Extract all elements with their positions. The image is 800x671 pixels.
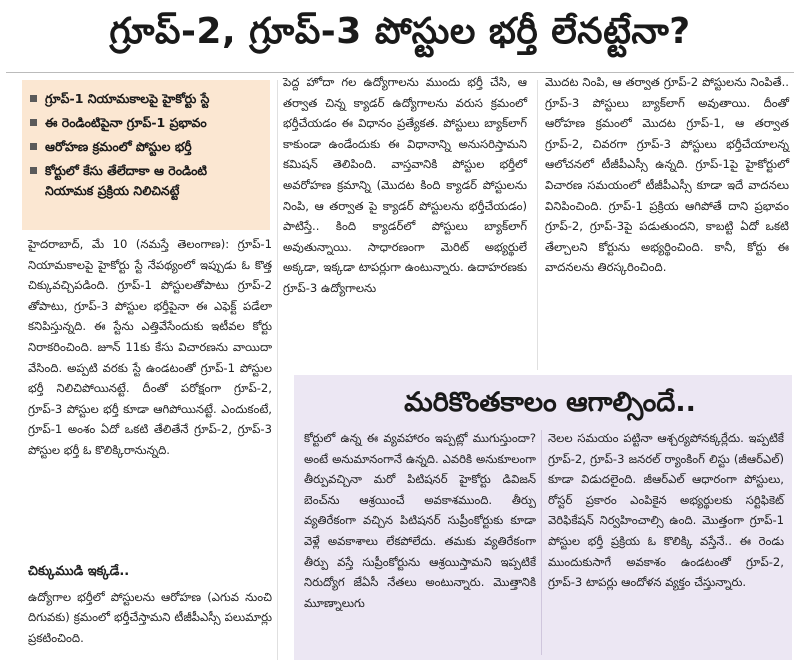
article-column-3 bbox=[545, 72, 789, 278]
boxed-column-2 bbox=[548, 428, 784, 593]
highlight-item: ఈ రెండింటిపైనా గ్రూప్-1 ప్రభావం bbox=[28, 114, 264, 132]
column-divider bbox=[277, 80, 278, 660]
paragraph: ఉద్యోగాల భర్తీలో పోస్టులను ఆరోహణ (ఎగువ నుంచి దిగువకు) క్రమంలో భర్తీచేస్తామని టీజీపీఎస్సీ పలుమార్లు ప్రకటించింది. bbox=[28, 589, 272, 645]
highlight-item: గ్రూప్-1 నియామకాలపై హైకోర్టు స్టే bbox=[28, 90, 264, 108]
highlight-item: ఆరోహణ క్రమంలో పోస్టుల భర్తీ bbox=[28, 138, 264, 156]
highlights-box bbox=[22, 80, 270, 230]
article-column-1-bottom bbox=[28, 556, 272, 648]
headline: గ్రూప్-2, గ్రూప్-3 పోస్టుల భర్తీ లేనట్టేనా? bbox=[109, 11, 691, 52]
subheading: చిక్కుముడి ఇక్కడే.. bbox=[28, 564, 130, 579]
boxed-column-1 bbox=[304, 428, 536, 613]
bullet-icon bbox=[30, 95, 37, 102]
article-column-2 bbox=[283, 72, 527, 299]
bullet-icon bbox=[30, 143, 37, 150]
paragraph: పెద్ద హోదా గల ఉద్యోగాలను ముందు భర్తీ చేసి, ఆ తర్వాత చిన్న క్యాడర్ ఉద్యోగాలను వరుస క్రమంలో భర్తీచేయడం ఈ విధానం ప్రత్యేకత. పోస్టులు బ్యాక్‌లాగ్ కాకుండా ఉండేందుకు ఈ విధానాన్ని అనుసరిస్తామని కమిషన్ తెలిపింది. వాస్తవానికి పోస్టుల భర్తీలో అవరోహణ క్రమాన్ని (మొదట కింది క్యాడర్ పోస్టులను నింపి, ఆ తర్వాత పై క్యాడర్ పోస్టులను భర్తీచేయడం) పాటిస్తే.. కింది క్యాడర్‌లో పోస్టులు బ్యాక్‌లాగ్ అవుతున్నాయి. సాధారణంగా మెరిట్ అభ్యర్థులే అక్కడా, ఇక్కడా టాపర్లుగా ఉంటున్నారు. ఉదాహరణకు గ్రూప్-3 ఉద్యోగాలను bbox=[283, 75, 527, 295]
highlight-item: కోర్టులో కేసు తేలేదాకా ఆ రెండింటి bbox=[28, 162, 264, 180]
bullet-icon bbox=[30, 119, 37, 126]
paragraph: నెలల సమయం పట్టినా ఆశ్చర్యపోనక్కర్లేదు. ఇప్పటికే గ్రూప్-2, గ్రూప్-3 జనరల్ ర్యాంకింగ్ లిస్టు (జీఆర్‌ఎల్) కూడా విడుదలైంది. జీఆర్‌ఎల్ ఆధారంగా పోస్టులు, రోస్టర్ ప్రకారం ఎంపికైన అభ్యర్థులకు సర్టిఫికెట్ వెరిఫికేషన్ నిర్వహించాల్సి ఉంది. మొత్తంగా గ్రూప్-1 పోస్టుల భర్తీ ప్రక్రియ ఓ కొలిక్కి వస్తేనే.. ఈ రెండు ముందుకుసాగే అవకాశం ఉండటంతో గ్రూప్-2, గ్రూప్-3 టాపర్లు ఆందోళన వ్యక్తం చేస్తున్నారు. bbox=[548, 431, 784, 590]
paragraph: మొదట నింపి, ఆ తర్వాత గ్రూప్-2 పోస్టులను నింపితే.. గ్రూప్-3 పోస్టులు బ్యాక్‌లాగ్ అవుతాయి. దీంతో ఆరోహణ క్రమంలో మొదట గ్రూప్-1, ఆ తర్వాత గ్రూప్-2, చివరగా గ్రూప్-3 పోస్టులు భర్తీచేయాలన్న ఆలోచనలో టీజీపీఎస్సీ ఉన్నది. గ్రూప్-1పై హైకోర్టులో విచారణ సమయంలో టీజీపీఎస్సీ కూడా ఇదే వాదనలు వినిపించింది. గ్రూప్-1 ప్రక్రియ ఆగిపోతే దాని ప్రభావం గ్రూప్-2, గ్రూప్-3పై పడుతుందని, కాబట్టి ఏదో ఒకటి తేల్చాలని కోర్టును అభ్యర్థించింది. కానీ, కోర్టు ఈ వాదనలను తిరస్కరించింది. bbox=[545, 75, 789, 275]
boxed-section-title: మరికొంతకాలం ఆగాల్సిందే.. bbox=[404, 387, 696, 418]
paragraph: కోర్టులో ఉన్న ఈ వ్యవహారం ఇప్పట్లో ముగుస్తుందా? అంటే అనుమానంగానే ఉన్నది. ఎవరికి అనుకూలంగా తీర్పువచ్చినా మరో పిటిషనర్ హైకోర్టు డివిజన్ బెంచ్‌ను ఆశ్రయించే అవకాశముంది. తీర్పు వ్యతిరేకంగా వచ్చిన పిటిషనర్ సుప్రీంకోర్టుకు కూడా వెళ్లే అవకాశాలు లేకపోలేదు. తమకు వ్యతిరేకంగా తీర్పు వస్తే సుప్రీంకోర్టును ఆశ్రయిస్తామని ఇప్పటికే నిరుద్యోగ జేఏసీ నేతలు అంటున్నారు. మొత్తానికి మూణ్నాలుగు bbox=[304, 431, 536, 610]
highlight-item-continued: నియామక ప్రక్రియ నిలిచినట్టే bbox=[45, 183, 180, 198]
column-divider bbox=[537, 80, 538, 370]
paragraph: హైదరాబాద్, మే 10 (నమస్తే తెలంగాణ): గ్రూప్-1 నియామకాలపై హైకోర్టు స్టే నేపథ్యంలో ఇప్పుడు ఓ కొత్త చిక్కువచ్చిపడింది. గ్రూప్-1 పోస్టులతోపాటు గ్రూప్-2 తోపాటు, గ్రూప్-3 పోస్టుల భర్తీపైనా ఈ ఎఫెక్ట్ పడేలా కనిపిస్తున్నది. ఈ స్టేను ఎత్తివేసేందుకు ఇటీవల కోర్టు నిరాకరించింది. జూన్ 11కు కేసు విచారణను వాయిదా వేసింది. అప్పటి వరకు స్టే ఉండటంతో గ్రూప్-1 పోస్టుల భర్తీ నిలిచిపోయినట్టే. దీంతో పరోక్షంగా గ్రూప్-2, గ్రూప్-3 పోస్టుల భర్తీ కూడా ఆగిపోయినట్టే. ఎందుకంటే, గ్రూప్-1 అంశం ఏదో ఒకటి తేలితేనే గ్రూప్-2, గ్రూప్-3 పోస్టుల భర్తీ ఓ కొలిక్కిరానున్నది. bbox=[28, 237, 272, 457]
column-divider bbox=[541, 430, 542, 655]
bullet-icon bbox=[30, 167, 37, 174]
article-column-1 bbox=[28, 234, 272, 461]
